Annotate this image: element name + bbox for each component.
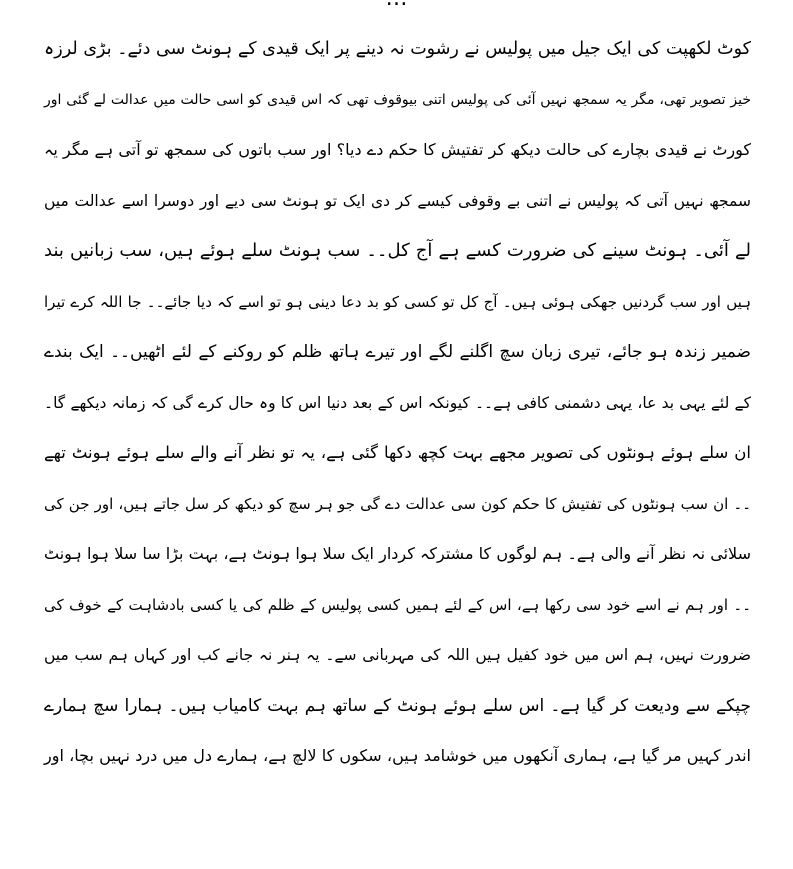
text-line: کورٹ نے قیدی بچارے کی حالت دیکھ کر تفتیش کا حکم دے دیا؟ اور سب باتوں کی سمجھ تو آتی ہے مگر یہ — [44, 140, 751, 159]
text-line: ان سلے ہوئے ہونٹوں کی تصویر مجھے بہت کچھ دکھا گئی ہے، یہ تو نظر آنے والے سلے ہوئے ہونٹ تھے — [44, 443, 751, 462]
text-line: ہیں اور سب گردنیں جھکی ہوئی ہیں۔ آج کل تو کسی کو بد دعا دینی ہو تو اسے کہ دیا جائے۔۔ جا اللہ کرے تیرا — [44, 292, 751, 311]
text-line: ضمیر زندہ ہو جائے، تیری زبان سچ اگلنے لگے اور تیرے ہاتھ ظلم کو روکنے کے لئے اٹھیں۔۔ ایک بندے — [44, 342, 751, 362]
text-line: خیز تصویر تھی، مگر یہ سمجھ نہیں آئی کی پولیس اتنی بیوقوف تھی کہ اس قیدی کو اسی حالت میں عدالت لے گئی اور — [44, 91, 751, 108]
text-line: اندر کہیں مر گیا ہے، ہماری آنکھوں میں خوشامد ہیں، سکوں کا لالچ ہے، ہمارے دل میں درد نہیں بچا، اور — [44, 746, 751, 765]
text-line: کوٹ لکھپت کی ایک جیل میں پولیس نے رشوت نہ دینے پر ایک قیدی کے ہونٹ سی دئے۔ بڑی لرزہ — [44, 39, 751, 59]
text-line: سمجھ نہیں آتی کہ پولیس نے اتنی بے وقوفی کیسے کر دی ایک تو ہونٹ سی دیے اور دوسرا اسے عدالت میں — [44, 191, 751, 210]
text-line: سلائی نہ نظر آنے والی ہے۔ ہم لوگوں کا مشترکہ کردار ایک سلا ہوا ہونٹ ہے، بہت بڑا سا سلا ہوا ہونٹ — [44, 544, 752, 563]
text-line: ۔۔ اور ہم نے اسے خود سی رکھا ہے، اس کے لئے ہمیں کسی پولیس کے ظلم کی یا کسی بادشاہت کے خوف کی — [44, 595, 751, 614]
text-line: ضرورت نہیں، ہم اس میں خود کفیل ہیں اللہ کی مہربانی سے۔ یہ ہنر نہ جانے کب اور کہاں ہم سب میں — [44, 646, 751, 664]
text-line: کے لئے یہی بد عا، یہی دشمنی کافی ہے۔۔ کیونکہ اس کے بعد دنیا اس کا وہ حال کرے گی کہ زمانہ دیکھے گا۔ — [44, 393, 751, 412]
urdu-document-page — [44, 24, 751, 782]
text-line: چپکے سے ودیعت کر گیا ہے۔ اس سلے ہوئے ہونٹ کے ساتھ ہم بہت کامیاب ہیں۔ ہمارا سچ ہمارے — [44, 695, 751, 716]
text-line: ۔۔ ان سب ہونٹوں کی تفتیش کا حکم کون سی عدالت دے گی جو ہر سچ کو دیکھ کر سل جاتے ہیں، اور جن کی — [44, 494, 751, 513]
text-line: لے آئی۔ ہونٹ سینے کی ضرورت کسے ہے آج کل۔۔ سب ہونٹ سلے ہوئے ہیں، سب زبانیں بند — [44, 240, 751, 261]
